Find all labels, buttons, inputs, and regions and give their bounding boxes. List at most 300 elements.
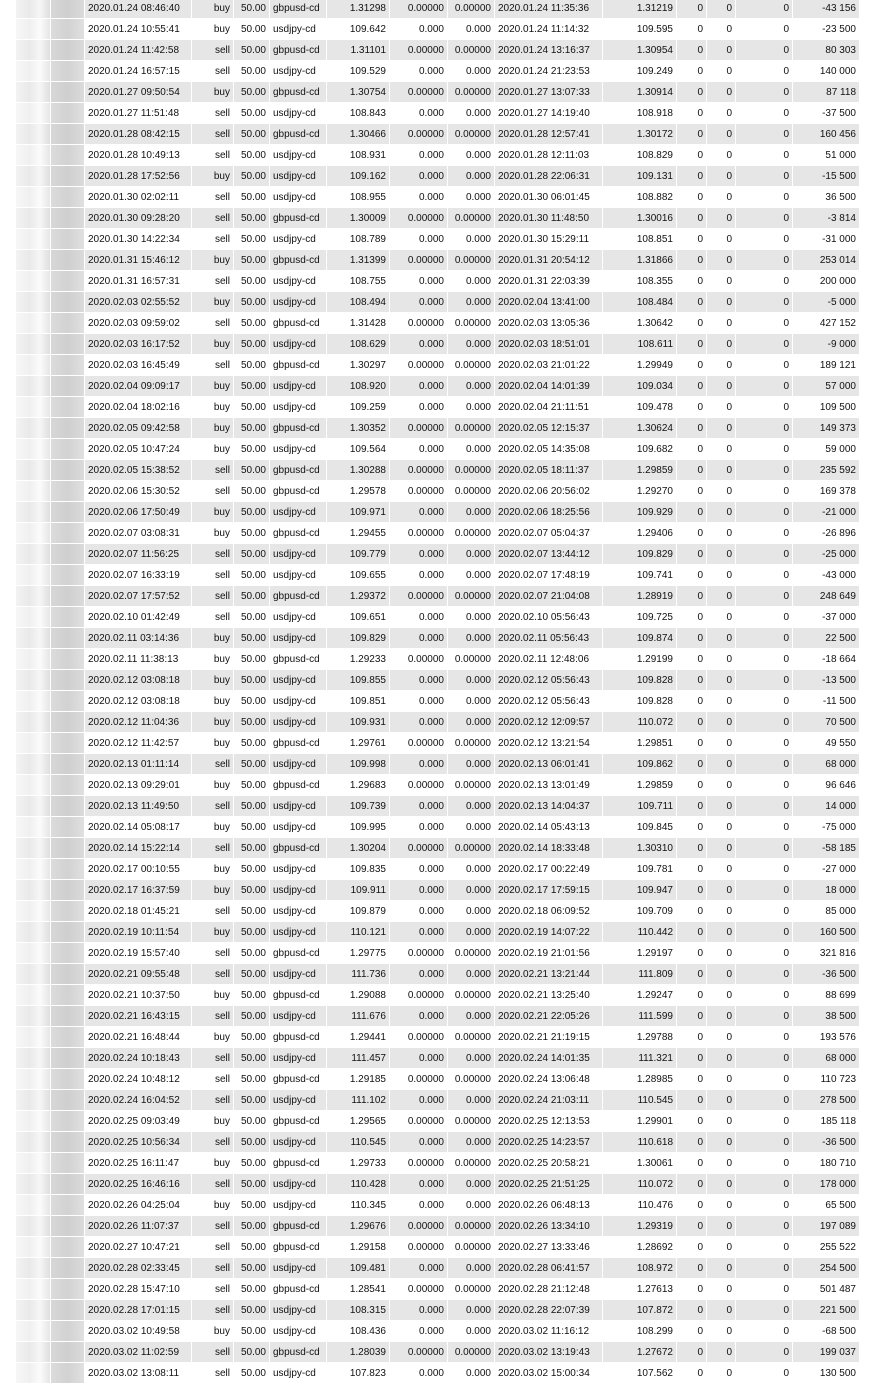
close-time-cell: 2020.02.24 14:01:35 bbox=[495, 1048, 603, 1069]
open-price-cell: 108.931 bbox=[327, 145, 390, 166]
profit-cell: 96 646 bbox=[793, 775, 860, 796]
stop-loss-cell: 0.000 bbox=[390, 691, 448, 712]
volume-cell: 50.00 bbox=[234, 586, 270, 607]
stop-loss-cell: 0.00000 bbox=[390, 418, 448, 439]
swap-cell: 0 bbox=[736, 208, 793, 229]
taxes-cell: 0 bbox=[707, 943, 736, 964]
type-cell: buy bbox=[192, 691, 234, 712]
taxes-cell: 0 bbox=[707, 418, 736, 439]
redacted-ticket-cell bbox=[51, 124, 85, 145]
profit-cell: -68 500 bbox=[793, 1321, 860, 1342]
taxes-cell: 0 bbox=[707, 1027, 736, 1048]
profit-cell: 189 121 bbox=[793, 355, 860, 376]
swap-cell: 0 bbox=[736, 250, 793, 271]
volume-cell: 50.00 bbox=[234, 397, 270, 418]
close-price-cell: 109.478 bbox=[603, 397, 677, 418]
stop-loss-cell: 0.000 bbox=[390, 229, 448, 250]
symbol-cell: gbpusd-cd bbox=[270, 733, 327, 754]
open-time-cell: 2020.01.27 11:51:48 bbox=[85, 103, 192, 124]
symbol-cell: gbpusd-cd bbox=[270, 1237, 327, 1258]
commission-cell: 0 bbox=[677, 775, 707, 796]
swap-cell: 0 bbox=[736, 712, 793, 733]
close-price-cell: 1.30172 bbox=[603, 124, 677, 145]
volume-cell: 50.00 bbox=[234, 607, 270, 628]
redacted-ticket-cell bbox=[16, 1027, 51, 1048]
redacted-ticket-cell bbox=[16, 271, 51, 292]
open-time-cell: 2020.02.05 15:38:52 bbox=[85, 460, 192, 481]
stop-loss-cell: 0.000 bbox=[390, 1258, 448, 1279]
taxes-cell: 0 bbox=[707, 229, 736, 250]
type-cell: sell bbox=[192, 208, 234, 229]
symbol-cell: usdjpy-cd bbox=[270, 1321, 327, 1342]
close-price-cell: 109.929 bbox=[603, 502, 677, 523]
commission-cell: 0 bbox=[677, 1342, 707, 1363]
stop-loss-cell: 0.00000 bbox=[390, 586, 448, 607]
close-time-cell: 2020.02.28 21:12:48 bbox=[495, 1279, 603, 1300]
take-profit-cell: 0.00000 bbox=[448, 943, 495, 964]
profit-cell: 501 487 bbox=[793, 1279, 860, 1300]
close-time-cell: 2020.01.27 14:19:40 bbox=[495, 103, 603, 124]
commission-cell: 0 bbox=[677, 649, 707, 670]
symbol-cell: gbpusd-cd bbox=[270, 1111, 327, 1132]
redacted-ticket-cell bbox=[16, 292, 51, 313]
taxes-cell: 0 bbox=[707, 460, 736, 481]
profit-cell: 38 500 bbox=[793, 1006, 860, 1027]
commission-cell: 0 bbox=[677, 607, 707, 628]
stop-loss-cell: 0.00000 bbox=[390, 1153, 448, 1174]
stop-loss-cell: 0.00000 bbox=[390, 313, 448, 334]
stop-loss-cell: 0.000 bbox=[390, 712, 448, 733]
profit-cell: 130 500 bbox=[793, 1363, 860, 1384]
commission-cell: 0 bbox=[677, 901, 707, 922]
volume-cell: 50.00 bbox=[234, 250, 270, 271]
profit-cell: 68 000 bbox=[793, 1048, 860, 1069]
symbol-cell: usdjpy-cd bbox=[270, 19, 327, 40]
profit-cell: -26 896 bbox=[793, 523, 860, 544]
taxes-cell: 0 bbox=[707, 859, 736, 880]
swap-cell: 0 bbox=[736, 943, 793, 964]
close-price-cell: 1.30642 bbox=[603, 313, 677, 334]
volume-cell: 50.00 bbox=[234, 649, 270, 670]
table-row bbox=[16, 418, 860, 439]
take-profit-cell: 0.00000 bbox=[448, 649, 495, 670]
type-cell: sell bbox=[192, 1216, 234, 1237]
close-time-cell: 2020.01.24 11:14:32 bbox=[495, 19, 603, 40]
type-cell: buy bbox=[192, 859, 234, 880]
stop-loss-cell: 0.000 bbox=[390, 187, 448, 208]
redacted-ticket-cell bbox=[16, 901, 51, 922]
commission-cell: 0 bbox=[677, 376, 707, 397]
symbol-cell: usdjpy-cd bbox=[270, 1300, 327, 1321]
volume-cell: 50.00 bbox=[234, 0, 270, 19]
type-cell: sell bbox=[192, 544, 234, 565]
close-price-cell: 108.611 bbox=[603, 334, 677, 355]
stop-loss-cell: 0.00000 bbox=[390, 943, 448, 964]
close-time-cell: 2020.02.13 14:04:37 bbox=[495, 796, 603, 817]
taxes-cell: 0 bbox=[707, 586, 736, 607]
symbol-cell: usdjpy-cd bbox=[270, 187, 327, 208]
open-price-cell: 109.855 bbox=[327, 670, 390, 691]
stop-loss-cell: 0.000 bbox=[390, 607, 448, 628]
volume-cell: 50.00 bbox=[234, 271, 270, 292]
redacted-ticket-cell bbox=[16, 418, 51, 439]
volume-cell: 50.00 bbox=[234, 1027, 270, 1048]
taxes-cell: 0 bbox=[707, 922, 736, 943]
redacted-ticket-cell bbox=[51, 775, 85, 796]
volume-cell: 50.00 bbox=[234, 775, 270, 796]
taxes-cell: 0 bbox=[707, 271, 736, 292]
take-profit-cell: 0.000 bbox=[448, 292, 495, 313]
taxes-cell: 0 bbox=[707, 376, 736, 397]
redacted-ticket-cell bbox=[51, 1090, 85, 1111]
take-profit-cell: 0.000 bbox=[448, 1195, 495, 1216]
open-price-cell: 109.971 bbox=[327, 502, 390, 523]
stop-loss-cell: 0.000 bbox=[390, 292, 448, 313]
redacted-ticket-cell bbox=[51, 880, 85, 901]
close-time-cell: 2020.02.25 20:58:21 bbox=[495, 1153, 603, 1174]
volume-cell: 50.00 bbox=[234, 355, 270, 376]
table-row bbox=[16, 187, 860, 208]
taxes-cell: 0 bbox=[707, 1006, 736, 1027]
open-price-cell: 108.755 bbox=[327, 271, 390, 292]
taxes-cell: 0 bbox=[707, 1111, 736, 1132]
close-time-cell: 2020.01.31 22:03:39 bbox=[495, 271, 603, 292]
open-time-cell: 2020.02.12 11:42:57 bbox=[85, 733, 192, 754]
open-price-cell: 109.564 bbox=[327, 439, 390, 460]
swap-cell: 0 bbox=[736, 418, 793, 439]
close-price-cell: 109.249 bbox=[603, 61, 677, 82]
redacted-ticket-cell bbox=[16, 1216, 51, 1237]
commission-cell: 0 bbox=[677, 838, 707, 859]
close-price-cell: 1.29199 bbox=[603, 649, 677, 670]
type-cell: sell bbox=[192, 124, 234, 145]
open-time-cell: 2020.01.30 14:22:34 bbox=[85, 229, 192, 250]
close-time-cell: 2020.02.12 13:21:54 bbox=[495, 733, 603, 754]
volume-cell: 50.00 bbox=[234, 1111, 270, 1132]
redacted-ticket-cell bbox=[16, 1237, 51, 1258]
symbol-cell: usdjpy-cd bbox=[270, 334, 327, 355]
volume-cell: 50.00 bbox=[234, 1048, 270, 1069]
type-cell: buy bbox=[192, 502, 234, 523]
redacted-ticket-cell bbox=[51, 985, 85, 1006]
volume-cell: 50.00 bbox=[234, 460, 270, 481]
redacted-ticket-cell bbox=[16, 229, 51, 250]
profit-cell: -3 814 bbox=[793, 208, 860, 229]
swap-cell: 0 bbox=[736, 0, 793, 19]
swap-cell: 0 bbox=[736, 922, 793, 943]
open-time-cell: 2020.01.31 15:46:12 bbox=[85, 250, 192, 271]
close-time-cell: 2020.02.14 05:43:13 bbox=[495, 817, 603, 838]
taxes-cell: 0 bbox=[707, 355, 736, 376]
open-time-cell: 2020.02.13 09:29:01 bbox=[85, 775, 192, 796]
type-cell: sell bbox=[192, 1174, 234, 1195]
commission-cell: 0 bbox=[677, 964, 707, 985]
close-price-cell: 109.034 bbox=[603, 376, 677, 397]
stop-loss-cell: 0.000 bbox=[390, 1174, 448, 1195]
redacted-ticket-cell bbox=[51, 460, 85, 481]
taxes-cell: 0 bbox=[707, 439, 736, 460]
table-row bbox=[16, 229, 860, 250]
open-price-cell: 108.629 bbox=[327, 334, 390, 355]
taxes-cell: 0 bbox=[707, 1174, 736, 1195]
table-row bbox=[16, 1195, 860, 1216]
close-time-cell: 2020.01.28 12:11:03 bbox=[495, 145, 603, 166]
open-time-cell: 2020.02.03 16:45:49 bbox=[85, 355, 192, 376]
taxes-cell: 0 bbox=[707, 1153, 736, 1174]
redacted-ticket-cell bbox=[51, 1048, 85, 1069]
close-price-cell: 108.299 bbox=[603, 1321, 677, 1342]
profit-cell: 65 500 bbox=[793, 1195, 860, 1216]
take-profit-cell: 0.00000 bbox=[448, 0, 495, 19]
open-time-cell: 2020.02.17 00:10:55 bbox=[85, 859, 192, 880]
open-price-cell: 1.29441 bbox=[327, 1027, 390, 1048]
open-time-cell: 2020.02.21 16:48:44 bbox=[85, 1027, 192, 1048]
close-price-cell: 109.862 bbox=[603, 754, 677, 775]
open-price-cell: 1.29088 bbox=[327, 985, 390, 1006]
open-time-cell: 2020.01.24 10:55:41 bbox=[85, 19, 192, 40]
table-row bbox=[16, 670, 860, 691]
open-time-cell: 2020.01.31 16:57:31 bbox=[85, 271, 192, 292]
redacted-ticket-cell bbox=[16, 964, 51, 985]
profit-cell: 180 710 bbox=[793, 1153, 860, 1174]
profit-cell: 321 816 bbox=[793, 943, 860, 964]
stop-loss-cell: 0.00000 bbox=[390, 355, 448, 376]
table-row bbox=[16, 1027, 860, 1048]
symbol-cell: usdjpy-cd bbox=[270, 103, 327, 124]
redacted-ticket-cell bbox=[16, 985, 51, 1006]
close-time-cell: 2020.02.26 06:48:13 bbox=[495, 1195, 603, 1216]
close-price-cell: 108.918 bbox=[603, 103, 677, 124]
type-cell: sell bbox=[192, 838, 234, 859]
redacted-ticket-cell bbox=[16, 103, 51, 124]
redacted-ticket-cell bbox=[51, 649, 85, 670]
redacted-ticket-cell bbox=[16, 313, 51, 334]
profit-cell: 110 723 bbox=[793, 1069, 860, 1090]
symbol-cell: gbpusd-cd bbox=[270, 208, 327, 229]
taxes-cell: 0 bbox=[707, 292, 736, 313]
close-time-cell: 2020.03.02 15:00:34 bbox=[495, 1363, 603, 1384]
take-profit-cell: 0.000 bbox=[448, 145, 495, 166]
table-row bbox=[16, 40, 860, 61]
stop-loss-cell: 0.000 bbox=[390, 859, 448, 880]
swap-cell: 0 bbox=[736, 1111, 793, 1132]
stop-loss-cell: 0.00000 bbox=[390, 649, 448, 670]
swap-cell: 0 bbox=[736, 292, 793, 313]
close-time-cell: 2020.02.05 12:15:37 bbox=[495, 418, 603, 439]
stop-loss-cell: 0.000 bbox=[390, 271, 448, 292]
stop-loss-cell: 0.000 bbox=[390, 1321, 448, 1342]
take-profit-cell: 0.00000 bbox=[448, 985, 495, 1006]
close-price-cell: 109.682 bbox=[603, 439, 677, 460]
redacted-ticket-cell bbox=[51, 1321, 85, 1342]
redacted-ticket-cell bbox=[16, 1300, 51, 1321]
redacted-ticket-cell bbox=[16, 1342, 51, 1363]
open-price-cell: 109.931 bbox=[327, 712, 390, 733]
open-price-cell: 1.29733 bbox=[327, 1153, 390, 1174]
commission-cell: 0 bbox=[677, 670, 707, 691]
take-profit-cell: 0.00000 bbox=[448, 124, 495, 145]
volume-cell: 50.00 bbox=[234, 187, 270, 208]
volume-cell: 50.00 bbox=[234, 61, 270, 82]
close-time-cell: 2020.02.17 00:22:49 bbox=[495, 859, 603, 880]
commission-cell: 0 bbox=[677, 880, 707, 901]
commission-cell: 0 bbox=[677, 691, 707, 712]
commission-cell: 0 bbox=[677, 1006, 707, 1027]
volume-cell: 50.00 bbox=[234, 880, 270, 901]
volume-cell: 50.00 bbox=[234, 1342, 270, 1363]
commission-cell: 0 bbox=[677, 1069, 707, 1090]
commission-cell: 0 bbox=[677, 523, 707, 544]
close-time-cell: 2020.02.28 06:41:57 bbox=[495, 1258, 603, 1279]
open-price-cell: 109.655 bbox=[327, 565, 390, 586]
close-price-cell: 1.30310 bbox=[603, 838, 677, 859]
close-time-cell: 2020.01.30 11:48:50 bbox=[495, 208, 603, 229]
open-time-cell: 2020.01.30 02:02:11 bbox=[85, 187, 192, 208]
open-time-cell: 2020.02.12 03:08:18 bbox=[85, 691, 192, 712]
open-time-cell: 2020.02.28 17:01:15 bbox=[85, 1300, 192, 1321]
volume-cell: 50.00 bbox=[234, 1279, 270, 1300]
table-row bbox=[16, 712, 860, 733]
redacted-ticket-cell bbox=[16, 439, 51, 460]
open-time-cell: 2020.02.21 16:43:15 bbox=[85, 1006, 192, 1027]
symbol-cell: gbpusd-cd bbox=[270, 1342, 327, 1363]
open-price-cell: 109.995 bbox=[327, 817, 390, 838]
symbol-cell: gbpusd-cd bbox=[270, 82, 327, 103]
swap-cell: 0 bbox=[736, 544, 793, 565]
close-price-cell: 1.27613 bbox=[603, 1279, 677, 1300]
table-row bbox=[16, 754, 860, 775]
table-row bbox=[16, 565, 860, 586]
redacted-ticket-cell bbox=[16, 334, 51, 355]
volume-cell: 50.00 bbox=[234, 439, 270, 460]
close-price-cell: 1.29859 bbox=[603, 775, 677, 796]
table-row bbox=[16, 103, 860, 124]
commission-cell: 0 bbox=[677, 817, 707, 838]
type-cell: sell bbox=[192, 754, 234, 775]
redacted-ticket-cell bbox=[51, 964, 85, 985]
profit-cell: 200 000 bbox=[793, 271, 860, 292]
close-time-cell: 2020.01.24 13:16:37 bbox=[495, 40, 603, 61]
type-cell: buy bbox=[192, 439, 234, 460]
open-time-cell: 2020.02.07 17:57:52 bbox=[85, 586, 192, 607]
take-profit-cell: 0.00000 bbox=[448, 418, 495, 439]
type-cell: buy bbox=[192, 628, 234, 649]
redacted-ticket-cell bbox=[16, 481, 51, 502]
profit-cell: 22 500 bbox=[793, 628, 860, 649]
close-price-cell: 1.31866 bbox=[603, 250, 677, 271]
symbol-cell: usdjpy-cd bbox=[270, 901, 327, 922]
symbol-cell: usdjpy-cd bbox=[270, 712, 327, 733]
symbol-cell: usdjpy-cd bbox=[270, 817, 327, 838]
table-row bbox=[16, 1258, 860, 1279]
profit-cell: -37 500 bbox=[793, 103, 860, 124]
profit-cell: -5 000 bbox=[793, 292, 860, 313]
redacted-ticket-cell bbox=[16, 649, 51, 670]
open-price-cell: 110.428 bbox=[327, 1174, 390, 1195]
stop-loss-cell: 0.00000 bbox=[390, 250, 448, 271]
volume-cell: 50.00 bbox=[234, 208, 270, 229]
open-time-cell: 2020.02.25 16:46:16 bbox=[85, 1174, 192, 1195]
close-time-cell: 2020.02.07 13:44:12 bbox=[495, 544, 603, 565]
commission-cell: 0 bbox=[677, 796, 707, 817]
commission-cell: 0 bbox=[677, 0, 707, 19]
swap-cell: 0 bbox=[736, 1258, 793, 1279]
volume-cell: 50.00 bbox=[234, 334, 270, 355]
take-profit-cell: 0.000 bbox=[448, 1006, 495, 1027]
commission-cell: 0 bbox=[677, 628, 707, 649]
taxes-cell: 0 bbox=[707, 628, 736, 649]
close-price-cell: 109.829 bbox=[603, 544, 677, 565]
open-time-cell: 2020.02.27 10:47:21 bbox=[85, 1237, 192, 1258]
profit-cell: 197 089 bbox=[793, 1216, 860, 1237]
profit-cell: 85 000 bbox=[793, 901, 860, 922]
symbol-cell: usdjpy-cd bbox=[270, 1363, 327, 1384]
taxes-cell: 0 bbox=[707, 880, 736, 901]
volume-cell: 50.00 bbox=[234, 1195, 270, 1216]
open-time-cell: 2020.02.28 02:33:45 bbox=[85, 1258, 192, 1279]
close-time-cell: 2020.02.19 14:07:22 bbox=[495, 922, 603, 943]
symbol-cell: usdjpy-cd bbox=[270, 796, 327, 817]
redacted-ticket-cell bbox=[51, 1132, 85, 1153]
commission-cell: 0 bbox=[677, 271, 707, 292]
table-row bbox=[16, 901, 860, 922]
open-price-cell: 109.529 bbox=[327, 61, 390, 82]
open-time-cell: 2020.02.07 11:56:25 bbox=[85, 544, 192, 565]
redacted-ticket-cell bbox=[16, 208, 51, 229]
volume-cell: 50.00 bbox=[234, 964, 270, 985]
open-price-cell: 109.739 bbox=[327, 796, 390, 817]
volume-cell: 50.00 bbox=[234, 1090, 270, 1111]
redacted-ticket-cell bbox=[51, 796, 85, 817]
taxes-cell: 0 bbox=[707, 964, 736, 985]
take-profit-cell: 0.00000 bbox=[448, 1111, 495, 1132]
open-time-cell: 2020.02.11 03:14:36 bbox=[85, 628, 192, 649]
type-cell: buy bbox=[192, 1111, 234, 1132]
symbol-cell: gbpusd-cd bbox=[270, 1027, 327, 1048]
symbol-cell: gbpusd-cd bbox=[270, 943, 327, 964]
stop-loss-cell: 0.00000 bbox=[390, 1237, 448, 1258]
profit-cell: 254 500 bbox=[793, 1258, 860, 1279]
take-profit-cell: 0.000 bbox=[448, 61, 495, 82]
table-row bbox=[16, 1048, 860, 1069]
close-time-cell: 2020.02.21 13:25:40 bbox=[495, 985, 603, 1006]
symbol-cell: usdjpy-cd bbox=[270, 1195, 327, 1216]
swap-cell: 0 bbox=[736, 691, 793, 712]
close-time-cell: 2020.02.06 18:25:56 bbox=[495, 502, 603, 523]
profit-cell: 57 000 bbox=[793, 376, 860, 397]
type-cell: sell bbox=[192, 607, 234, 628]
redacted-ticket-cell bbox=[16, 40, 51, 61]
open-price-cell: 1.29578 bbox=[327, 481, 390, 502]
redacted-ticket-cell bbox=[16, 880, 51, 901]
swap-cell: 0 bbox=[736, 1132, 793, 1153]
redacted-ticket-cell bbox=[51, 334, 85, 355]
open-time-cell: 2020.02.07 03:08:31 bbox=[85, 523, 192, 544]
profit-cell: 109 500 bbox=[793, 397, 860, 418]
close-price-cell: 1.29851 bbox=[603, 733, 677, 754]
redacted-ticket-cell bbox=[16, 355, 51, 376]
redacted-ticket-cell bbox=[51, 397, 85, 418]
taxes-cell: 0 bbox=[707, 1237, 736, 1258]
close-price-cell: 1.29270 bbox=[603, 481, 677, 502]
take-profit-cell: 0.00000 bbox=[448, 82, 495, 103]
stop-loss-cell: 0.00000 bbox=[390, 838, 448, 859]
taxes-cell: 0 bbox=[707, 1342, 736, 1363]
type-cell: sell bbox=[192, 1279, 234, 1300]
type-cell: buy bbox=[192, 670, 234, 691]
commission-cell: 0 bbox=[677, 313, 707, 334]
commission-cell: 0 bbox=[677, 418, 707, 439]
